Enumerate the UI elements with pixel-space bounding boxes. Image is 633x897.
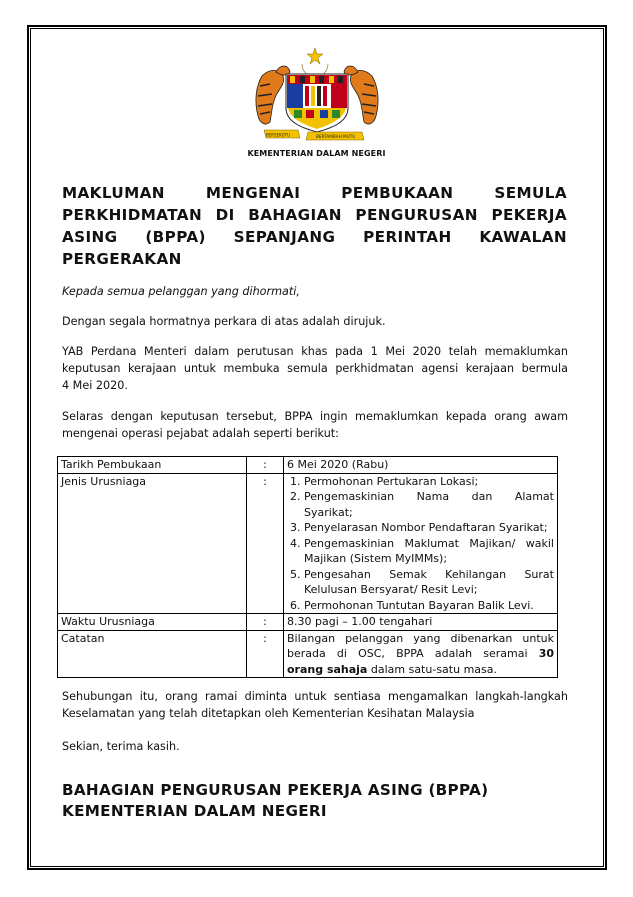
greeting: Kepada semua pelanggan yang dihormati,: [62, 285, 300, 298]
row-value: 8.30 pagi – 1.00 tengahari: [284, 614, 558, 631]
svg-text:BERTAMBAH MUTU: BERTAMBAH MUTU: [316, 134, 356, 139]
paragraph-line: Selaras dengan keputusan tersebut, BPPA ingin memaklumkan kepada orang awam: [62, 410, 568, 423]
list-item: 1. Permohonan Pertukaran Lokasi;: [304, 474, 554, 490]
safety-paragraph: [62, 688, 568, 722]
list-item: 2. Pengemaskinian Nama dan Alamat Syarikat;: [304, 489, 554, 520]
row-separator: :: [247, 630, 284, 678]
row-separator: :: [247, 473, 284, 614]
signature-line: BAHAGIAN PENGURUSAN PEKERJA ASING (BPPA): [62, 781, 489, 799]
transaction-list: [287, 474, 554, 614]
paragraph-line: Keselamatan yang telah ditetapkan oleh Kementerian Kesihatan Malaysia: [62, 707, 475, 720]
page-title: [62, 182, 567, 270]
row-value: [284, 473, 558, 614]
row-value: Bilangan pelanggan yang dibenarkan untuk berada di OSC, BPPA adalah seramai 30 orang sahaja dalam satu-satu masa.: [284, 630, 558, 678]
row-label: Catatan: [58, 630, 247, 678]
list-item: 6. Permohonan Tuntutan Bayaran Balik Levi.: [304, 598, 554, 614]
row-value: 6 Mei 2020 (Rabu): [284, 457, 558, 474]
row-separator: :: [247, 614, 284, 631]
list-item: 4. Pengemaskinian Maklumat Majikan/ wakil Majikan (Sistem MyIMMs);: [304, 536, 554, 567]
row-label: Tarikh Pembukaan: [58, 457, 247, 474]
row-label: Waktu Urusniaga: [58, 614, 247, 631]
closing-thanks: Sekian, terima kasih.: [62, 740, 180, 753]
paragraph-line: keputusan kerajaan untuk membuka semula perkhidmatan agensi kerajaan bermula: [62, 362, 568, 375]
title-line: PERKHIDMATAN DI BAHAGIAN PENGURUSAN PEKERJA: [62, 206, 567, 224]
list-item: 5. Pengesahan Semak Kehilangan Surat Kelulusan Bersyarat/ Resit Levi;: [304, 567, 554, 598]
row-label: Jenis Urusniaga: [58, 473, 247, 614]
svg-text:BERSEKUTU: BERSEKUTU: [266, 132, 290, 138]
title-line: ASING (BPPA) SEPANJANG PERINTAH KAWALAN: [62, 228, 567, 246]
paragraph-line: Sehubungan itu, orang ramai diminta untuk sentiasa mengamalkan langkah-langkah: [62, 690, 568, 703]
table-row: [58, 630, 558, 678]
title-line: PERGERAKAN: [62, 250, 182, 268]
table-row: [58, 614, 558, 631]
list-item: 3. Penyelarasan Nombor Pendaftaran Syarikat;: [304, 520, 554, 536]
operations-table: [57, 456, 558, 678]
paragraph-line: 4 Mei 2020.: [62, 379, 128, 392]
coat-of-arms-logo: [242, 46, 392, 146]
signature-line: KEMENTERIAN DALAM NEGERI: [62, 802, 327, 820]
paragraph-line: YAB Perdana Menteri dalam perutusan khas pada 1 Mei 2020 telah memaklumkan: [62, 345, 568, 358]
paragraph-line: mengenai operasi pejabat adalah seperti berikut:: [62, 427, 339, 440]
table-row: [58, 473, 558, 614]
signature-block: [62, 780, 488, 822]
announcement-paragraph: [62, 343, 568, 394]
row-separator: :: [247, 457, 284, 474]
table-row: [58, 457, 558, 474]
operations-intro: [62, 408, 568, 442]
reference-paragraph: Dengan segala hormatnya perkara di atas adalah dirujuk.: [62, 315, 386, 328]
ministry-label: KEMENTERIAN DALAM NEGERI: [247, 149, 386, 158]
title-line: MAKLUMAN MENGENAI PEMBUKAAN SEMULA: [62, 184, 567, 202]
